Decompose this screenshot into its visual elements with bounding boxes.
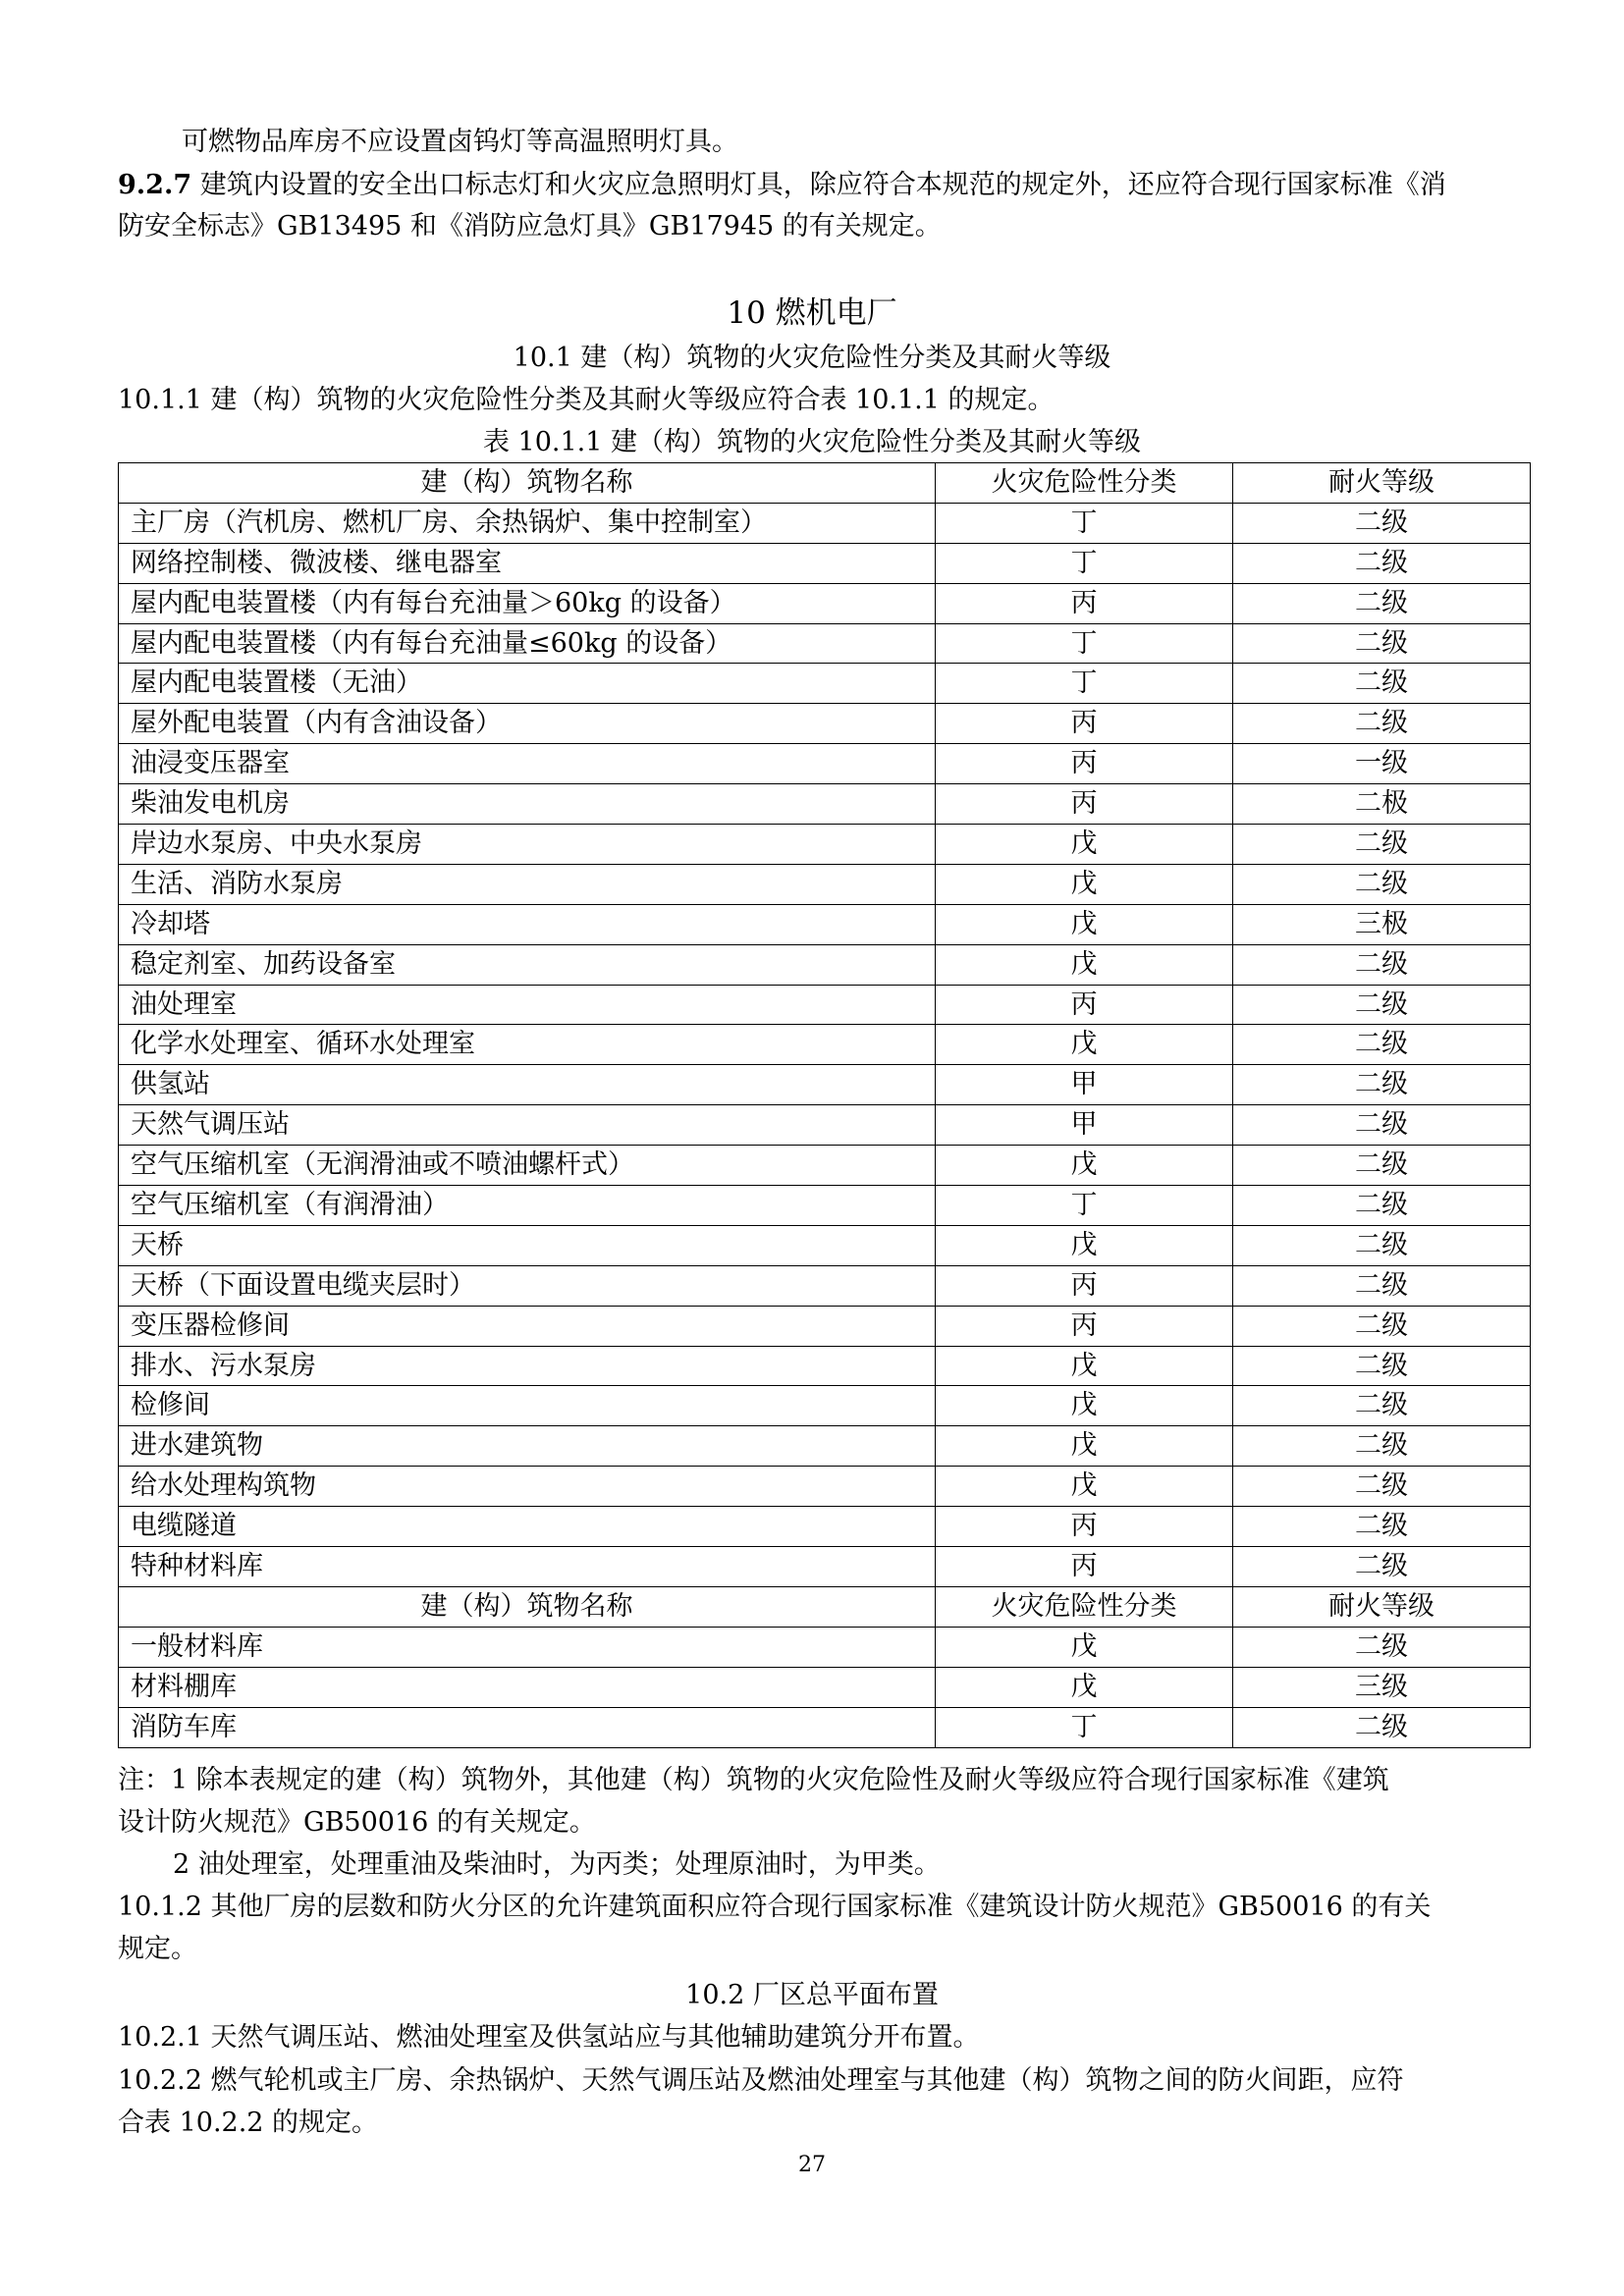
fire-hazard-class-cell: 丙 <box>936 1265 1233 1306</box>
fire-hazard-class-cell: 丙 <box>936 1547 1233 1587</box>
table-row <box>119 985 1531 1025</box>
table-row <box>119 1667 1531 1707</box>
fire-hazard-class-cell: 甲 <box>936 1065 1233 1105</box>
fire-hazard-class-cell: 丙 <box>936 704 1233 744</box>
table-header-cell: 建（构）筑物名称 <box>119 1586 936 1627</box>
fire-hazard-class-cell: 戊 <box>936 1426 1233 1467</box>
table-row <box>119 623 1531 664</box>
table-row <box>119 1426 1531 1467</box>
table-row <box>119 1507 1531 1547</box>
fire-rating-cell: 二级 <box>1233 1507 1531 1547</box>
building-name-cell: 供氢站 <box>119 1065 936 1105</box>
section-10-1-title: 10.1 建（构）筑物的火灾危险性分类及其耐火等级 <box>513 343 1111 373</box>
fire-hazard-class-cell: 丁 <box>936 1707 1233 1747</box>
building-name-cell: 岸边水泵房、中央水泵房 <box>119 825 936 865</box>
fire-hazard-class-cell: 戊 <box>936 1627 1233 1667</box>
table-header-row <box>119 463 1531 504</box>
table-row <box>119 1025 1531 1065</box>
fire-rating-cell: 二级 <box>1233 583 1531 623</box>
fire-rating-cell: 二级 <box>1233 704 1531 744</box>
fire-hazard-class-cell: 戊 <box>936 1025 1233 1065</box>
building-name-cell: 生活、消防水泵房 <box>119 864 936 904</box>
table-row <box>119 1386 1531 1426</box>
fire-rating-cell: 二级 <box>1233 1025 1531 1065</box>
clause-10-2-2-cont: 合表 10.2.2 的规定。 <box>118 2108 379 2138</box>
clause-number: 9.2.7 <box>118 170 192 200</box>
fire-hazard-class-cell: 戊 <box>936 944 1233 985</box>
building-name-cell: 电缆隧道 <box>119 1507 936 1547</box>
fire-rating-cell: 二级 <box>1233 944 1531 985</box>
building-name-cell: 主厂房（汽机房、燃机厂房、余热锅炉、集中控制室） <box>119 503 936 543</box>
table-row <box>119 543 1531 583</box>
section-10-2-title: 10.2 厂区总平面布置 <box>685 1980 939 2010</box>
clause-9-2-7 <box>118 169 1532 202</box>
table-row <box>119 1306 1531 1346</box>
fire-rating-cell: 二级 <box>1233 1065 1531 1105</box>
chapter-title: 10 燃机电厂 <box>727 295 897 331</box>
building-name-cell: 油处理室 <box>119 985 936 1025</box>
table-header-cell: 火灾危险性分类 <box>936 463 1233 504</box>
fire-rating-cell: 一级 <box>1233 744 1531 784</box>
fire-hazard-class-cell: 甲 <box>936 1105 1233 1146</box>
clause-10-1-2: 10.1.2 其他厂房的层数和防火分区的允许建筑面积应符合现行国家标准《建筑设计防火规范》GB50016 的有关 <box>118 1892 1432 1922</box>
table-row <box>119 1186 1531 1226</box>
table-row <box>119 664 1531 704</box>
fire-rating-cell: 二级 <box>1233 1467 1531 1507</box>
building-name-cell: 化学水处理室、循环水处理室 <box>119 1025 936 1065</box>
table-row <box>119 1225 1531 1265</box>
fire-hazard-class-cell: 戊 <box>936 1146 1233 1186</box>
fire-hazard-class-cell: 丙 <box>936 583 1233 623</box>
fire-rating-cell: 二级 <box>1233 1426 1531 1467</box>
table-row <box>119 704 1531 744</box>
fire-rating-cell: 二级 <box>1233 1105 1531 1146</box>
table-row <box>119 1467 1531 1507</box>
clause-10-2-1: 10.2.1 天然气调压站、燃油处理室及供氢站应与其他辅助建筑分开布置。 <box>118 2022 980 2053</box>
fire-rating-cell: 二级 <box>1233 503 1531 543</box>
table-header-cell: 建（构）筑物名称 <box>119 463 936 504</box>
fire-rating-cell: 二级 <box>1233 1627 1531 1667</box>
table-row <box>119 864 1531 904</box>
fire-rating-cell: 二级 <box>1233 825 1531 865</box>
fire-hazard-class-cell: 戊 <box>936 825 1233 865</box>
fire-hazard-class-cell: 丙 <box>936 1306 1233 1346</box>
fire-hazard-class-cell: 戊 <box>936 904 1233 944</box>
building-name-cell: 冷却塔 <box>119 904 936 944</box>
note-1: 注：1 除本表规定的建（构）筑物外，其他建（构）筑物的火灾危险性及耐火等级应符合现行国家标准《建筑 <box>118 1765 1389 1795</box>
building-name-cell: 消防车库 <box>119 1707 936 1747</box>
clause-9-2-7-cont: 防安全标志》GB13495 和《消防应急灯具》GB17945 的有关规定。 <box>118 211 942 241</box>
note-1-cont: 设计防火规范》GB50016 的有关规定。 <box>118 1807 596 1838</box>
building-name-cell: 材料棚库 <box>119 1667 936 1707</box>
fire-hazard-class-cell: 戊 <box>936 1346 1233 1386</box>
building-name-cell: 油浸变压器室 <box>119 744 936 784</box>
building-name-cell: 一般材料库 <box>119 1627 936 1667</box>
building-name-cell: 空气压缩机室（有润滑油） <box>119 1186 936 1226</box>
building-name-cell: 网络控制楼、微波楼、继电器室 <box>119 543 936 583</box>
note-2: 2 油处理室，处理重油及柴油时，为丙类；处理原油时，为甲类。 <box>173 1849 941 1880</box>
fire-hazard-class-cell: 丁 <box>936 503 1233 543</box>
building-name-cell: 屋内配电装置楼（内有每台充油量≤60kg 的设备） <box>119 623 936 664</box>
table-row <box>119 1065 1531 1105</box>
table-caption: 表 10.1.1 建（构）筑物的火灾危险性分类及其耐火等级 <box>482 427 1142 457</box>
fire-rating-cell: 二级 <box>1233 1306 1531 1346</box>
text-line-combustible-storage: 可燃物品库房不应设置卤钨灯等高温照明灯具。 <box>182 127 738 157</box>
table-row <box>119 1265 1531 1306</box>
fire-hazard-class-cell: 丁 <box>936 1186 1233 1226</box>
fire-rating-cell: 二级 <box>1233 664 1531 704</box>
table-row <box>119 1547 1531 1587</box>
building-name-cell: 变压器检修间 <box>119 1306 936 1346</box>
building-name-cell: 天桥 <box>119 1225 936 1265</box>
fire-rating-cell: 三极 <box>1233 904 1531 944</box>
clause-10-2-2: 10.2.2 燃气轮机或主厂房、余热锅炉、天然气调压站及燃油处理室与其他建（构）筑物之间的防火间距，应符 <box>118 2065 1404 2096</box>
table-row <box>119 825 1531 865</box>
building-name-cell: 特种材料库 <box>119 1547 936 1587</box>
fire-rating-cell: 三级 <box>1233 1667 1531 1707</box>
fire-rating-cell: 二级 <box>1233 985 1531 1025</box>
building-name-cell: 屋外配电装置（内有含油设备） <box>119 704 936 744</box>
table-row <box>119 944 1531 985</box>
fire-rating-cell: 二极 <box>1233 784 1531 825</box>
fire-rating-cell: 二级 <box>1233 1707 1531 1747</box>
fire-rating-cell: 二级 <box>1233 1146 1531 1186</box>
fire-hazard-class-cell: 丙 <box>936 1507 1233 1547</box>
building-name-cell: 给水处理构筑物 <box>119 1467 936 1507</box>
table-row <box>119 744 1531 784</box>
table-header-cell: 耐火等级 <box>1233 1586 1531 1627</box>
page-number: 27 <box>798 2153 826 2177</box>
fire-rating-cell: 二级 <box>1233 1225 1531 1265</box>
table-row <box>119 1146 1531 1186</box>
building-name-cell: 进水建筑物 <box>119 1426 936 1467</box>
table-header-cell: 火灾危险性分类 <box>936 1586 1233 1627</box>
table-row <box>119 583 1531 623</box>
fire-rating-cell: 二级 <box>1233 1265 1531 1306</box>
table-header-row <box>119 1586 1531 1627</box>
fire-rating-cell: 二级 <box>1233 1386 1531 1426</box>
fire-classification-table <box>118 462 1531 1748</box>
building-name-cell: 屋内配电装置楼（无油） <box>119 664 936 704</box>
table-row <box>119 1105 1531 1146</box>
table-row <box>119 1707 1531 1747</box>
fire-hazard-class-cell: 戊 <box>936 864 1233 904</box>
table-row <box>119 1627 1531 1667</box>
building-name-cell: 空气压缩机室（无润滑油或不喷油螺杆式） <box>119 1146 936 1186</box>
table-row <box>119 503 1531 543</box>
table-row <box>119 1346 1531 1386</box>
fire-hazard-class-cell: 丙 <box>936 784 1233 825</box>
fire-hazard-class-cell: 丁 <box>936 623 1233 664</box>
fire-rating-cell: 二级 <box>1233 623 1531 664</box>
building-name-cell: 排水、污水泵房 <box>119 1346 936 1386</box>
building-name-cell: 检修间 <box>119 1386 936 1426</box>
fire-rating-cell: 二级 <box>1233 1547 1531 1587</box>
fire-rating-cell: 二级 <box>1233 1346 1531 1386</box>
fire-rating-cell: 二级 <box>1233 543 1531 583</box>
building-name-cell: 天然气调压站 <box>119 1105 936 1146</box>
building-name-cell: 稳定剂室、加药设备室 <box>119 944 936 985</box>
table-body <box>119 463 1531 1748</box>
fire-hazard-class-cell: 戊 <box>936 1386 1233 1426</box>
clause-text: 建筑内设置的安全出口标志灯和火灾应急照明灯具，除应符合本规范的规定外，还应符合现行国家标准《消 <box>199 170 1446 200</box>
clause-10-1-1: 10.1.1 建（构）筑物的火灾危险性分类及其耐火等级应符合表 10.1.1 的规定。 <box>118 385 1055 415</box>
fire-rating-cell: 二级 <box>1233 1186 1531 1226</box>
table-header-cell: 耐火等级 <box>1233 463 1531 504</box>
fire-hazard-class-cell: 戊 <box>936 1467 1233 1507</box>
clause-10-1-2-cont: 规定。 <box>118 1934 197 1964</box>
fire-hazard-class-cell: 丁 <box>936 664 1233 704</box>
table-row <box>119 904 1531 944</box>
building-name-cell: 柴油发电机房 <box>119 784 936 825</box>
fire-hazard-class-cell: 丁 <box>936 543 1233 583</box>
fire-rating-cell: 二级 <box>1233 864 1531 904</box>
table-row <box>119 784 1531 825</box>
fire-hazard-class-cell: 戊 <box>936 1667 1233 1707</box>
fire-hazard-class-cell: 丙 <box>936 744 1233 784</box>
building-name-cell: 屋内配电装置楼（内有每台充油量＞60kg 的设备） <box>119 583 936 623</box>
fire-hazard-class-cell: 丙 <box>936 985 1233 1025</box>
fire-hazard-class-cell: 戊 <box>936 1225 1233 1265</box>
building-name-cell: 天桥（下面设置电缆夹层时） <box>119 1265 936 1306</box>
